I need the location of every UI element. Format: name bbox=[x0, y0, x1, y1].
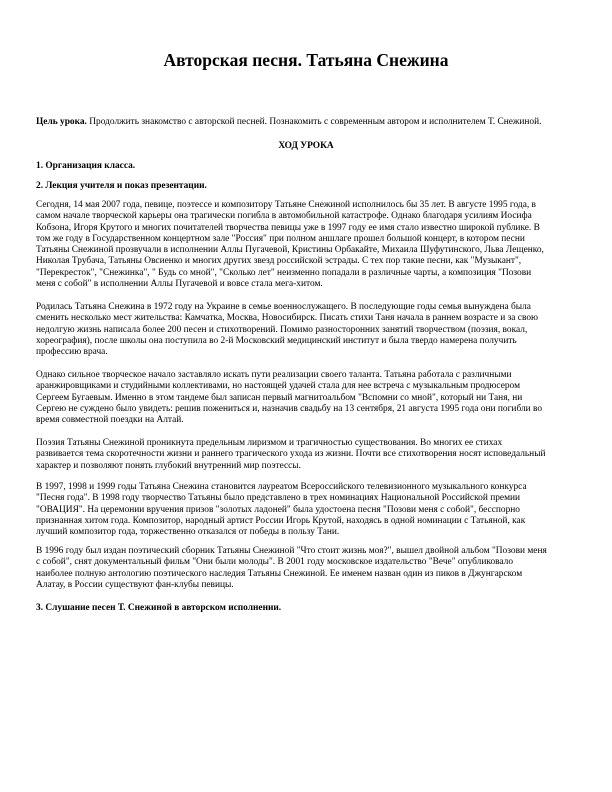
lesson-heading: ХОД УРОКА bbox=[278, 141, 334, 151]
text-line: наиболее полную антологию поэтического наследия Татьяны Снежиной. Ее именем назван один из пиков в Джунгарском bbox=[36, 568, 523, 579]
text-line: В 1997, 1998 и 1999 годы Татьяна Снежина становится лауреатом Всероссийского телевизионного музыкального конкурса bbox=[36, 482, 527, 492]
text-line: самом начале творческой карьеры она трагически погибла в автомобильной катастрофе. Однако благодаря усилиям Иосифа bbox=[36, 211, 532, 222]
text-line: характер и позволяют понять глубокий внутренний мир поэтессы. bbox=[36, 460, 301, 471]
text-line: Поэзия Татьяны Снежиной проникнута предельным лиризмом и трагичностью существования. Во многих ее стихах bbox=[36, 438, 503, 448]
text-line: Кобзона, Игоря Крутого и многих почитателей творчества певицы уже в 1997 году ее имя стало известно широкой публике. В bbox=[36, 222, 540, 233]
text-line: "ОВАЦИЯ". На церемонии вручения призов "золотых ладоней" была удостоена песня "Позови меня с собой", бесспорно bbox=[36, 504, 520, 515]
text-line: недолгую жизнь написала более 200 песен и стихотворений. Помимо разносторонних занятий творчеством (поэзия, вокал, bbox=[36, 324, 528, 335]
text-line: Алатау, в России существуют фан-клубы певицы. bbox=[36, 579, 234, 590]
paragraph-poetry bbox=[36, 438, 581, 472]
text-line: признанная хитом года. Композитор, народный артист России Игорь Крутой, находясь в одной номинации с Татьяной, как bbox=[36, 515, 526, 526]
lesson-goal-text: Продолжить знакомство с авторской песней. Познакомить с современным автором и исполнителем Т. Снежиной. bbox=[86, 117, 542, 127]
text-line: меня с собой" в исполнении Аллы Пугачевой и вовсе стала мега-хитом. bbox=[36, 279, 323, 290]
paragraph-biography bbox=[36, 302, 581, 358]
text-line: Однако сильное творческое начало заставляло искать пути реализации своего таланта. Татьяна работала с различными bbox=[36, 370, 512, 380]
lesson-goal-label: Цель урока. bbox=[36, 117, 87, 127]
text-line: "Перекресток", "Снежинка", " Будь со мной", "Сколько лет" неизменно попадали в различные чарты, а композиция "Позови bbox=[36, 267, 532, 278]
text-line: аранжировщиками и студийными коллективами, но настоящей удачей стала для нее встреча с музыкальным продюсером bbox=[36, 381, 521, 392]
page-title: Авторская песня. Татьяна Снежина bbox=[163, 50, 449, 70]
text-line: Сергеем Бугаевым. Именно в этом тандеме был записан первый магнитоальбом "Вспомни со мной", который ни Таня, ни bbox=[36, 392, 523, 403]
text-line: с собой", снят документальный фильм "Они были молоды". В 2001 году московское издательство "Вече" опубликовало bbox=[36, 557, 514, 568]
paragraph-career bbox=[36, 370, 581, 426]
text-line: Родилась Татьяна Снежина в 1972 году на Украине в семье военнослужащего. В последующие годы семья вынуждена была bbox=[36, 302, 531, 312]
text-line: время совместной поездки на Алтай. bbox=[36, 415, 184, 426]
text-line: Николая Трубача, Татьяны Овсиенко и многих других звезд российской эстрады. С тех пор такие песни, как "Музыкант", bbox=[36, 256, 522, 267]
paragraph-awards bbox=[36, 482, 581, 538]
section-heading-organization: 1. Организация класса. bbox=[36, 161, 136, 171]
section-heading-lecture: 2. Лекция учителя и показ презентации. bbox=[36, 181, 207, 191]
lesson-goal bbox=[36, 116, 596, 128]
text-line: Сергею не суждено было увидеть: решив пожениться и, назначив свадьбу на 13 сентября, 21 августа 1995 года они погибли во bbox=[36, 403, 543, 414]
text-line: лучший композитор года, торжественно отказался от победы в пользу Тани. bbox=[36, 527, 340, 538]
text-line: том же году в Государственном концертном зале "Россия" при полном аншлаге прошел большой концерт, в котором песни bbox=[36, 233, 525, 244]
text-line: хореография), после школы она поступила во 2-й Московский медицинский институт и была твердо намерена получить bbox=[36, 335, 517, 346]
text-line: сменить несколько мест жительства: Камчатка, Москва, Новосибирск. Писать стихи Таня начала в раннем возрасте и за свою bbox=[36, 313, 539, 324]
text-line: профессию врача. bbox=[36, 347, 108, 358]
text-line: Татьяны Снежиной прозвучали в исполнении Аллы Пугачевой, Кристины Орбакайте, Михаила Шуфутинского, Льва Лещенко, bbox=[36, 245, 544, 256]
text-line: развивается тема скоротечности жизни и раннего трагического ухода из жизни. Почти все стихотворения носят исповедальный bbox=[36, 449, 546, 460]
section-heading-listening: 3. Слушание песен Т. Снежиной в авторском исполнении. bbox=[36, 603, 282, 613]
text-line: "Песня года". В 1998 году творчество Татьяны было представлено в трех номинациях Национальной Российской премии bbox=[36, 493, 521, 504]
paragraph-intro bbox=[36, 200, 581, 290]
text-line: В 1996 году был издан поэтический сборник Татьяны Снежиной "Что стоит жизнь моя?", вышел двойной альбом "Позови меня bbox=[36, 546, 547, 556]
paragraph-legacy bbox=[36, 546, 581, 591]
text-line: Сегодня, 14 мая 2007 года, певице, поэтессе и композитору Татьяне Снежиной исполнилось бы 35 лет. В августе 1995 года, в bbox=[36, 200, 536, 210]
